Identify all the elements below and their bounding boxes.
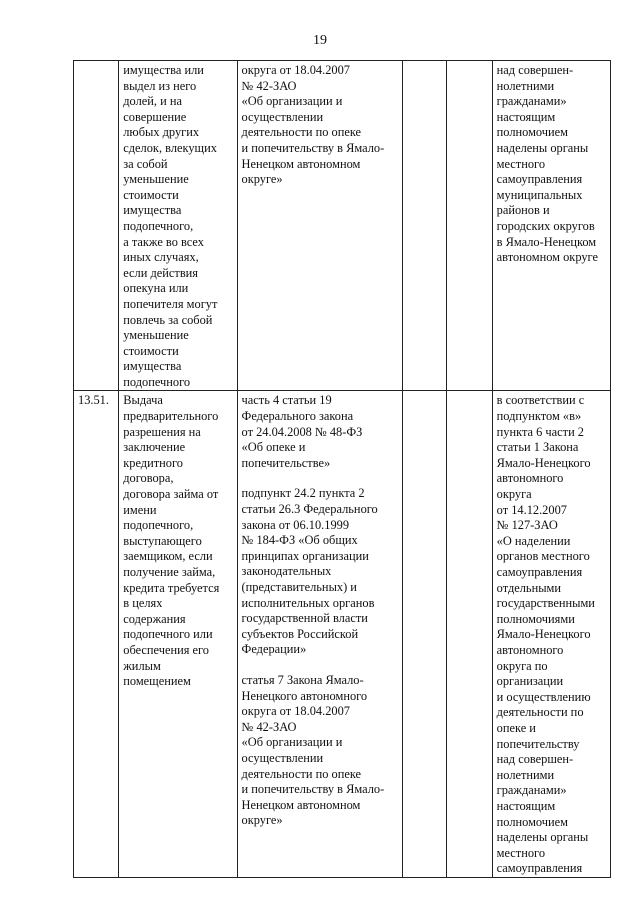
table-row (74, 391, 611, 877)
row-number-cell (74, 61, 119, 391)
page-number: 19 (313, 33, 327, 48)
service-name-text: Выдача предварительного разрешения на заключение кредитного договора, договора займа от имени подопечного, выступающего заемщиком, если получение займа, кредита требуется в целях содержания подопечного или обеспечения его жилым помещением (123, 393, 220, 689)
services-table (73, 60, 611, 878)
table-row (74, 61, 611, 391)
service-name-cell (119, 391, 237, 877)
authority-cell (492, 391, 610, 877)
service-name-cell (119, 61, 237, 391)
authority-cell (492, 61, 610, 391)
legal-basis-paragraph: часть 4 статьи 19 Федерального закона от 24.04.2008 № 48-ФЗ «Об опеке и попечительстве» (241, 393, 363, 470)
legal-basis-paragraph: статья 7 Закона Ямало- Ненецкого автономного округа от 18.04.2007 № 42-ЗАО «Об организации и осуществлении деятельности по опеке и попечительству в Ямало- Ненецком автономном округе» (241, 672, 385, 828)
legal-basis-paragraph: подпункт 24.2 пункта 2 статьи 26.3 Федерального закона от 06.10.1999 № 184-ФЗ «Об общих принципах организации законодательных (представительных) и исполнительных органов государственной власти субъектов Российской Федерации» (241, 486, 378, 657)
empty-cell (447, 61, 492, 391)
legal-basis-cell (237, 391, 403, 877)
legal-basis-cell (237, 61, 403, 391)
service-name-text: имущества или выдел из него долей, и на совершение любых других сделок, влекущих за собой уменьшение стоимости имущества подопечного, а также во всех иных случаях, если действия опекуна или попечителя могут повлечь за собой уменьшение стоимости имущества подопечного (123, 63, 218, 389)
authority-text: в соответствии с подпунктом «в» пункта 6 части 2 статьи 1 Закона Ямало-Ненецкого автономного округа от 14.12.2007 № 127-ЗАО «О наделении органов местного самоуправления отдельными государственными полномочиями Ямало-Ненецкого автономного округа по организации и осуществлению деятельности по опеке и попечительству над совершен- нолетними гражданами» настоящим полномочием наделены органы местного самоуправления (496, 393, 595, 876)
empty-cell (403, 61, 447, 391)
row-number-cell: 13.51. (74, 391, 119, 877)
legal-basis-text: округа от 18.04.2007 № 42-ЗАО «Об организации и осуществлении деятельности по опеке и попечительству в Ямало- Ненецком автономном округе» (241, 63, 385, 187)
authority-text: над совершен- нолетними гражданами» настоящим полномочием наделены органы местного самоуправления муниципальных районов и городских округов в Ямало-Ненецком автономном округе (496, 63, 598, 265)
empty-cell (403, 391, 447, 877)
empty-cell (447, 391, 492, 877)
